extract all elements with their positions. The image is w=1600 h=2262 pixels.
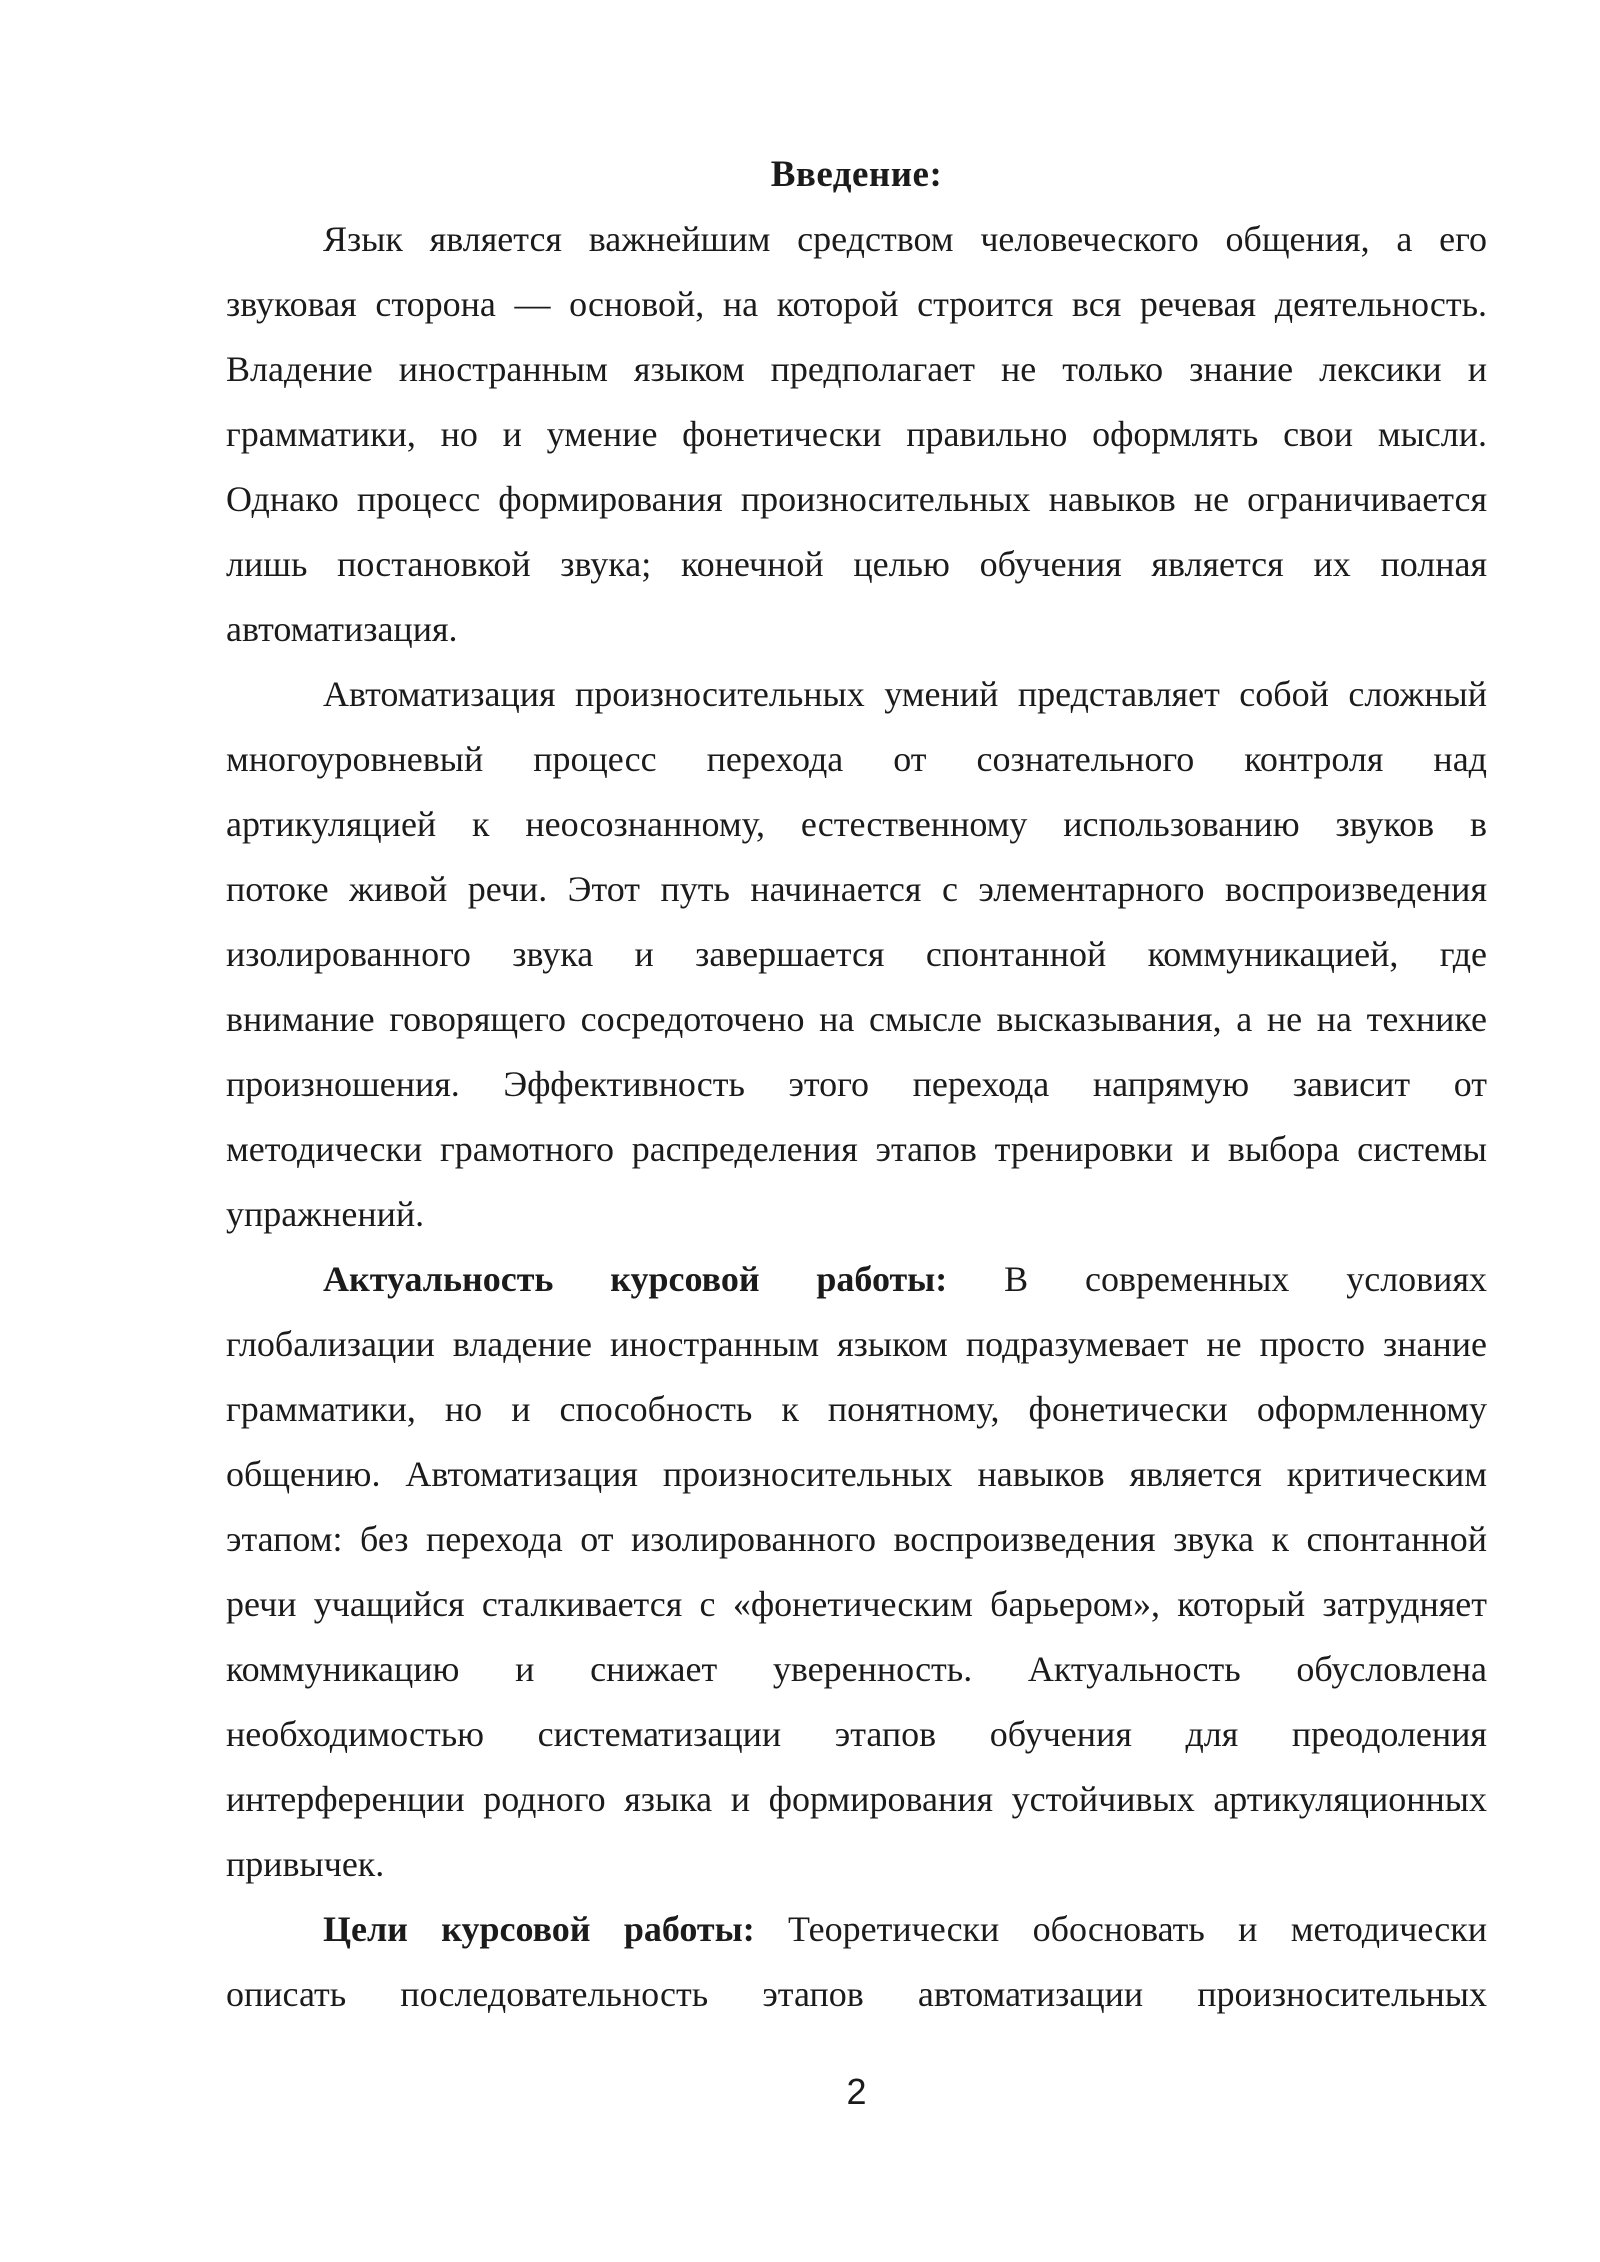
- text-block: [226, 142, 1487, 2027]
- text-line: грамматики, но и способность к понятному, фонетически оформленному: [226, 1389, 1487, 1429]
- page-title: Введение:: [770, 154, 943, 195]
- text-line: методически грамотного распределения этапов тренировки и выбора системы: [226, 1129, 1487, 1169]
- text-line: глобализации владение иностранным языком подразумевает не просто знание: [226, 1324, 1487, 1364]
- paragraph: [226, 1897, 1487, 2027]
- text-line: многоуровневый процесс перехода от сознательного контроля над: [226, 739, 1487, 779]
- paragraph: [226, 662, 1487, 1247]
- text-line: звуковая сторона — основой, на которой строится вся речевая деятельность.: [226, 284, 1487, 324]
- text-line: потоке живой речи. Этот путь начинается с элементарного воспроизведения: [226, 869, 1487, 909]
- text-line: артикуляцией к неосознанному, естественному использованию звуков в: [226, 804, 1487, 844]
- bold-run: Актуальность курсовой работы:: [323, 1259, 948, 1299]
- text-line: внимание говорящего сосредоточено на смысле высказывания, а не на технике: [226, 999, 1487, 1039]
- text-line: общению. Автоматизация произносительных навыков является критическим: [226, 1454, 1487, 1494]
- page-number: 2: [846, 2071, 867, 2112]
- text-line: привычек.: [226, 1844, 385, 1884]
- text-line: изолированного звука и завершается спонтанной коммуникацией, где: [226, 934, 1487, 974]
- text-line: автоматизация.: [226, 609, 458, 649]
- text-line: Владение иностранным языком предполагает не только знание лексики и: [226, 349, 1487, 389]
- page-footer: [226, 2072, 1487, 2112]
- text-line: лишь постановкой звука; конечной целью обучения является их полная: [226, 544, 1487, 584]
- text-line: необходимостью систематизации этапов обучения для преодоления: [226, 1714, 1487, 1754]
- text-line: упражнений.: [226, 1194, 425, 1234]
- bold-run: Цели курсовой работы:: [323, 1909, 755, 1949]
- text-line: грамматики, но и умение фонетически правильно оформлять свои мысли.: [226, 414, 1487, 454]
- text-line: интерференции родного языка и формирования устойчивых артикуляционных: [226, 1779, 1487, 1819]
- text-line: описать последовательность этапов автоматизации произносительных: [226, 1974, 1487, 2014]
- body-text: [226, 207, 1487, 2027]
- text-line: Однако процесс формирования произносительных навыков не ограничивается: [226, 479, 1487, 519]
- text-line: коммуникацию и снижает уверенность. Актуальность обусловлена: [226, 1649, 1487, 1689]
- text-line: Язык является важнейшим средством человеческого общения, а его: [323, 219, 1487, 259]
- text-line: Автоматизация произносительных умений представляет собой сложный: [323, 674, 1487, 714]
- paragraph: [226, 207, 1487, 662]
- text-line: Цели курсовой работы: Теоретически обосновать и методически: [323, 1909, 1488, 1949]
- paragraph: [226, 1247, 1487, 1897]
- text-line: произношения. Эффективность этого перехода напрямую зависит от: [226, 1064, 1487, 1104]
- text-line: речи учащийся сталкивается с «фонетическим барьером», который затрудняет: [226, 1584, 1487, 1624]
- text-line: этапом: без перехода от изолированного воспроизведения звука к спонтанной: [226, 1519, 1487, 1559]
- text-line: Актуальность курсовой работы: В современных условиях: [323, 1259, 1488, 1299]
